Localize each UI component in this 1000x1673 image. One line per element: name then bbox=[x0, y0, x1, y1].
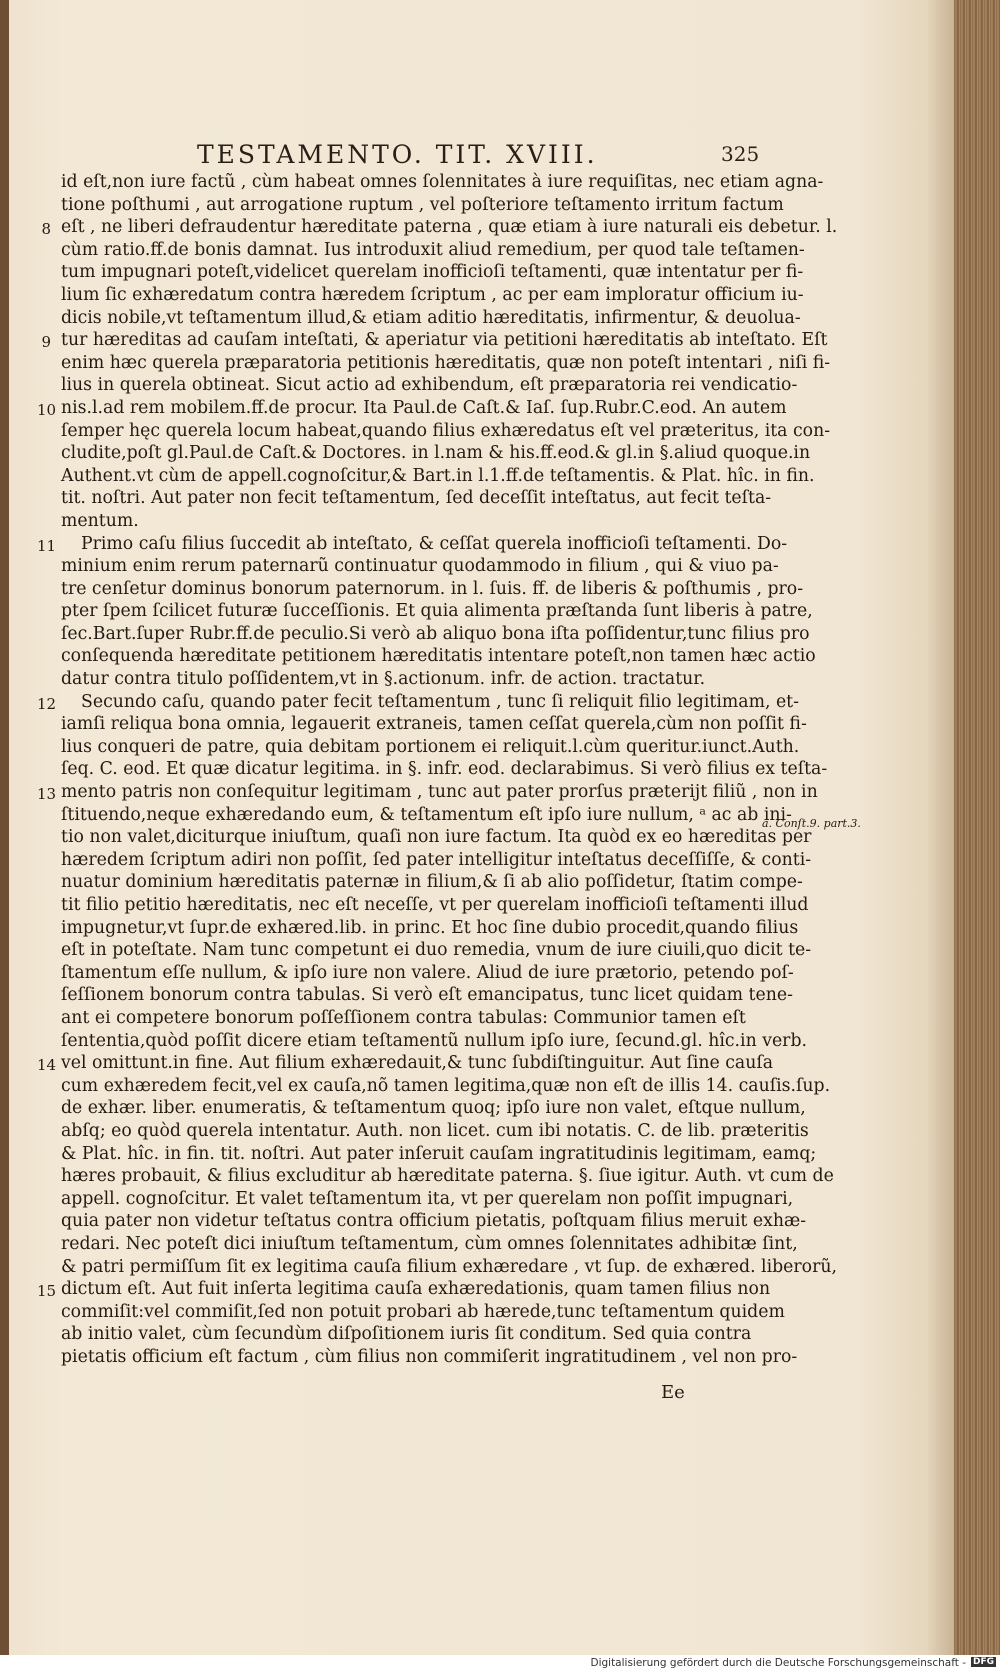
line-text: mento patris non conſequitur legitimam , tunc aut pater prorſus præterijt filiũ , non in bbox=[61, 782, 818, 803]
line-text: mentum. bbox=[61, 510, 139, 531]
text-line bbox=[53, 668, 773, 691]
text-line bbox=[53, 352, 831, 375]
line-text: tit filio petitio hæreditatis, nec eſt neceſſe, vt per querelam inofficioſi teſtamenti illud bbox=[61, 895, 809, 915]
text-line bbox=[53, 239, 805, 262]
text-line bbox=[53, 849, 812, 872]
line-text: id eſt,non iure factũ , cùm habeat omnes ſolennitates à iure requiſitas, nec etiam agna- bbox=[61, 172, 824, 192]
text-line bbox=[53, 194, 784, 217]
text-line bbox=[53, 1346, 798, 1369]
text-line bbox=[53, 555, 779, 578]
text-line bbox=[37, 691, 799, 714]
text-line bbox=[53, 487, 773, 510]
section-number: 11 bbox=[37, 536, 57, 555]
line-text: nis.l.ad rem mobilem.ff.de procur. Ita Paul.de Caſt.& Iaſ. ſup.Rubr.C.eod. An autem bbox=[61, 397, 787, 418]
marginal-note: a. Conſt.9. part.3. bbox=[762, 817, 861, 830]
text-line bbox=[53, 623, 810, 646]
text-line bbox=[53, 465, 815, 488]
text-line bbox=[53, 1256, 837, 1279]
text-line bbox=[53, 1233, 798, 1256]
section-number: 14 bbox=[37, 1056, 57, 1075]
text-line bbox=[53, 1188, 794, 1211]
line-text: redari. Nec poteſt dici iniuſtum teſtamentum, cùm omnes ſolennitates adhibitæ ſint, bbox=[61, 1233, 798, 1254]
text-line bbox=[53, 1030, 807, 1053]
line-text: eſt , ne liberi defraudentur hæreditate paterna , quæ etiam à iure naturali eis debetur. l. bbox=[61, 217, 838, 238]
line-text: ſtamentum eſſe nullum, & ipſo iure non valere. Aliud de iure prætorio, petendo poſ- bbox=[61, 962, 794, 983]
line-text: cludite,poſt gl.Paul.de Caſt.& Doctores. in l.nam & his.ff.eod.& gl.in §.aliud quoque.in bbox=[61, 443, 811, 464]
line-text: lius in querela obtineat. Sicut actio ad exhibendum, eſt præparatoria rei vendicatio- bbox=[61, 375, 798, 396]
catchword: Ee bbox=[661, 1382, 685, 1403]
text-line bbox=[53, 307, 801, 330]
text-line bbox=[53, 374, 798, 397]
text-line bbox=[53, 871, 803, 894]
text-line bbox=[53, 1301, 785, 1324]
text-line bbox=[37, 397, 787, 420]
line-text: ſemper hęc querela locum habeat,quando filius exhæredatus eſt vel præteritus, ita con- bbox=[61, 420, 831, 441]
text-line bbox=[41, 216, 838, 239]
text-line bbox=[53, 939, 812, 962]
text-line bbox=[53, 578, 804, 601]
text-line bbox=[53, 1097, 806, 1120]
line-text: tit. noſtri. Aut pater non fecit teſtamentum, ſed deceſſit inteſtatus, aut fecit teſta- bbox=[61, 488, 772, 509]
text-line bbox=[53, 894, 809, 917]
running-title: TESTAMENTO. TIT. XVIII. bbox=[197, 140, 598, 169]
line-text: hæredem ſcriptum adiri non poſſit, ſed pater intelligitur inteſtatus deceſſiſſe, & conti- bbox=[61, 849, 812, 870]
text-line bbox=[53, 1075, 831, 1098]
section-number: 8 bbox=[41, 220, 51, 239]
line-text: ſeq. C. eod. Et quæ dicatur legitima. in §. infr. eod. declarabimus. Si verò filius ex teſta- bbox=[61, 759, 828, 780]
line-text: tio non valet,diciturque iniuſtum, quaſi non iure factum. Ita quòd ex eo hæreditas per bbox=[61, 827, 812, 848]
line-text: ab initio valet, cùm ſecundùm diſpoſitionem iuris ſit conditum. Sed quia contra bbox=[61, 1324, 752, 1345]
line-text: Secundo caſu, quando pater fecit teſtamentum , tunc ſi reliquit filio legitimam, et- bbox=[81, 691, 799, 712]
text-line bbox=[53, 758, 828, 781]
text-line bbox=[53, 984, 793, 1007]
line-text: ſec.Bart.ſuper Rubr.ff.de peculio.Si verò ab aliquo bona iſta poſſidentur,tunc filius pro bbox=[61, 623, 810, 644]
text-line bbox=[53, 804, 792, 827]
line-text: dicis nobile,vt teſtamentum illud,& etiam aditio hæreditatis, infirmentur, & deuolua- bbox=[61, 307, 801, 328]
footer-credit: Digitalisierung gefördert durch die Deutsche Forschungsgemeinschaft - bbox=[590, 1657, 966, 1669]
section-number: 10 bbox=[37, 400, 57, 419]
text-line bbox=[53, 1143, 817, 1166]
text-line bbox=[37, 533, 788, 556]
line-text: tum impugnari poteſt,videlicet querelam inofficioſi teſtamenti, quæ intentatur per fi- bbox=[61, 262, 804, 283]
text-line bbox=[53, 171, 824, 194]
page-number: 325 bbox=[721, 142, 760, 166]
line-text: cum exhæredem fecit,vel ex cauſa,nõ tamen legitima,quæ non eſt de illis 14. cauſis.ſup. bbox=[61, 1075, 831, 1096]
line-text: lium ſic exhæredatum contra hæredem ſcriptum , ac per eam imploratur officium iu- bbox=[61, 284, 804, 305]
line-text: Primo caſu filius ſuccedit ab inteſtato, & ceſſat querela inofficioſi teſtamenti. Do- bbox=[81, 533, 788, 554]
line-text: enim hæc querela præparatoria petitionis hæreditatis, quæ non poteſt intentari , niſi fi- bbox=[61, 352, 831, 373]
text-line bbox=[53, 442, 811, 465]
line-text: hæres probauit, & filius excluditur ab hæreditate paterna. §. ſiue igitur. Auth. vt cum de bbox=[61, 1166, 834, 1187]
line-text: ſententia,quòd poſſit dicere etiam teſtamentũ nullum ipſo iure, ſecund.gl. hîc.in verb. bbox=[61, 1030, 807, 1051]
text-line bbox=[37, 1278, 773, 1301]
text-line bbox=[53, 261, 804, 284]
page-edges bbox=[954, 0, 1000, 1655]
text-line bbox=[41, 329, 828, 352]
line-text: impugnetur,vt ſupr.de exhæred.lib. in princ. Et hoc ſine dubio procedit,quando filius bbox=[61, 917, 799, 938]
text-line bbox=[53, 600, 813, 623]
line-text: ant ei competere bonorum poſſeſſionem contra tabulas: Communior tamen eſt bbox=[61, 1007, 746, 1028]
section-number: 12 bbox=[37, 694, 57, 713]
line-text: iamſi reliqua bona omnia, legauerit extraneis, tamen ceſſat querela,cùm non poſſit fi- bbox=[61, 714, 807, 735]
text-line bbox=[53, 1120, 809, 1143]
text-line bbox=[53, 1007, 773, 1030]
book-page bbox=[9, 0, 954, 1655]
line-text: Authent.vt cùm de appell.cognoſcitur,& Bart.in l.1.ff.de teſtamentis. & Plat. hîc. in fin. bbox=[61, 465, 815, 486]
line-text: pter ſpem ſcilicet futuræ ſucceſſionis. Et quia alimenta præſtanda ſunt liberis à patre, bbox=[61, 601, 813, 622]
text-line bbox=[53, 917, 799, 940]
line-text: vel omittunt.in fine. Aut filium exhæredauit,& tunc ſubdiſtinguitur. Aut ſine cauſa bbox=[61, 1053, 774, 1074]
line-text: abſq; eo quòd querela intentatur. Auth. non licet. cum ibi notatis. C. de lib. præteritis bbox=[61, 1120, 809, 1141]
text-line bbox=[53, 962, 794, 985]
line-text: ſtituendo,neque exhæredando eum, & teſtamentum eſt ipſo iure nullum, ᵃ ac ab ini- bbox=[61, 804, 792, 825]
line-text: minium enim rerum paternarũ continuatur quodammodo in filium , qui & viuo pa- bbox=[61, 556, 779, 577]
line-text: datur contra titulo poſſidentem,vt in §.actionum. infr. de action. tractatur. bbox=[61, 669, 706, 690]
line-text: quia pater non videtur teſtatus contra officium pietatis, poſtquam filius meruit exhæ- bbox=[61, 1211, 807, 1232]
line-text: dictum eſt. Aut fuit inſerta legitima cauſa exhæredationis, quam tamen filius non bbox=[61, 1279, 771, 1300]
footer-bar bbox=[0, 1655, 1000, 1673]
line-text: conſequenda hæreditate petitionem hæreditatis intentare poteſt,non tamen hæc actio bbox=[61, 646, 816, 667]
section-number: 9 bbox=[41, 333, 51, 352]
text-line bbox=[53, 713, 807, 736]
line-text: tre cenſetur dominus bonorum paternorum. in l. ſuis. ff. de liberis & poſthumis , pro- bbox=[61, 578, 804, 599]
line-text: & Plat. hîc. in fin. tit. noſtri. Aut pater inſeruit cauſam ingratitudinis legitimam, eamq; bbox=[61, 1143, 817, 1164]
line-text: appell. cognoſcitur. Et valet teſtamentum ita, vt per querelam non poſſit impugnari, bbox=[61, 1188, 794, 1209]
line-text: ſeſſionem bonorum contra tabulas. Si verò eſt emancipatus, tunc licet quidam tene- bbox=[61, 985, 793, 1006]
text-line bbox=[53, 645, 816, 668]
line-text: & patri permiſſum ſit ex legitima cauſa filium exhæredare , vt ſup. de exhæred. liberorũ, bbox=[61, 1256, 837, 1277]
line-text: commiſit:vel commiſit,ſed non potuit probari ab hærede,tunc teſtamentum quidem bbox=[61, 1301, 785, 1322]
line-text: nuatur dominium hæreditatis paternæ in filium,& ſi ab alio poſſidetur, ſtatim compe- bbox=[61, 872, 803, 893]
text-line bbox=[53, 510, 773, 533]
dfg-logo: DFG bbox=[972, 1657, 994, 1667]
text-line bbox=[53, 1323, 773, 1346]
line-text: tur hæreditas ad cauſam inteſtati, & aperiatur via petitioni hæreditatis ab inteſtato. Eſt bbox=[61, 330, 828, 351]
line-text: lius conqueri de patre, quia debitam portionem ei reliquit.l.cùm queritur.iunct.Auth. bbox=[61, 736, 800, 757]
text-line bbox=[53, 826, 812, 849]
line-text: eſt in poteſtate. Nam tunc competunt ei duo remedia, vnum de iure ciuili,quo dicit te- bbox=[61, 940, 812, 961]
section-number: 15 bbox=[37, 1282, 57, 1301]
line-text: tione poſthumi , aut arrogatione ruptum , vel poſteriore teſtamento irritum factum bbox=[61, 194, 784, 215]
line-text: cùm ratio.ff.de bonis damnat. Ius introduxit aliud remedium, per quod tale teſtamen- bbox=[61, 239, 805, 260]
text-line bbox=[37, 781, 818, 804]
text-line bbox=[53, 1165, 834, 1188]
section-number: 13 bbox=[37, 785, 57, 804]
text-line bbox=[53, 420, 831, 443]
text-line bbox=[53, 284, 804, 307]
text-line bbox=[37, 1052, 774, 1075]
line-text: pietatis officium eſt factum , cùm filius non commiſerit ingratitudinem , vel non pro- bbox=[61, 1346, 798, 1367]
text-line bbox=[53, 1210, 807, 1233]
line-text: de exhær. liber. enumeratis, & teſtamentum quoq; ipſo iure non valet, eſtque nullum, bbox=[61, 1098, 806, 1119]
text-line bbox=[53, 736, 800, 759]
